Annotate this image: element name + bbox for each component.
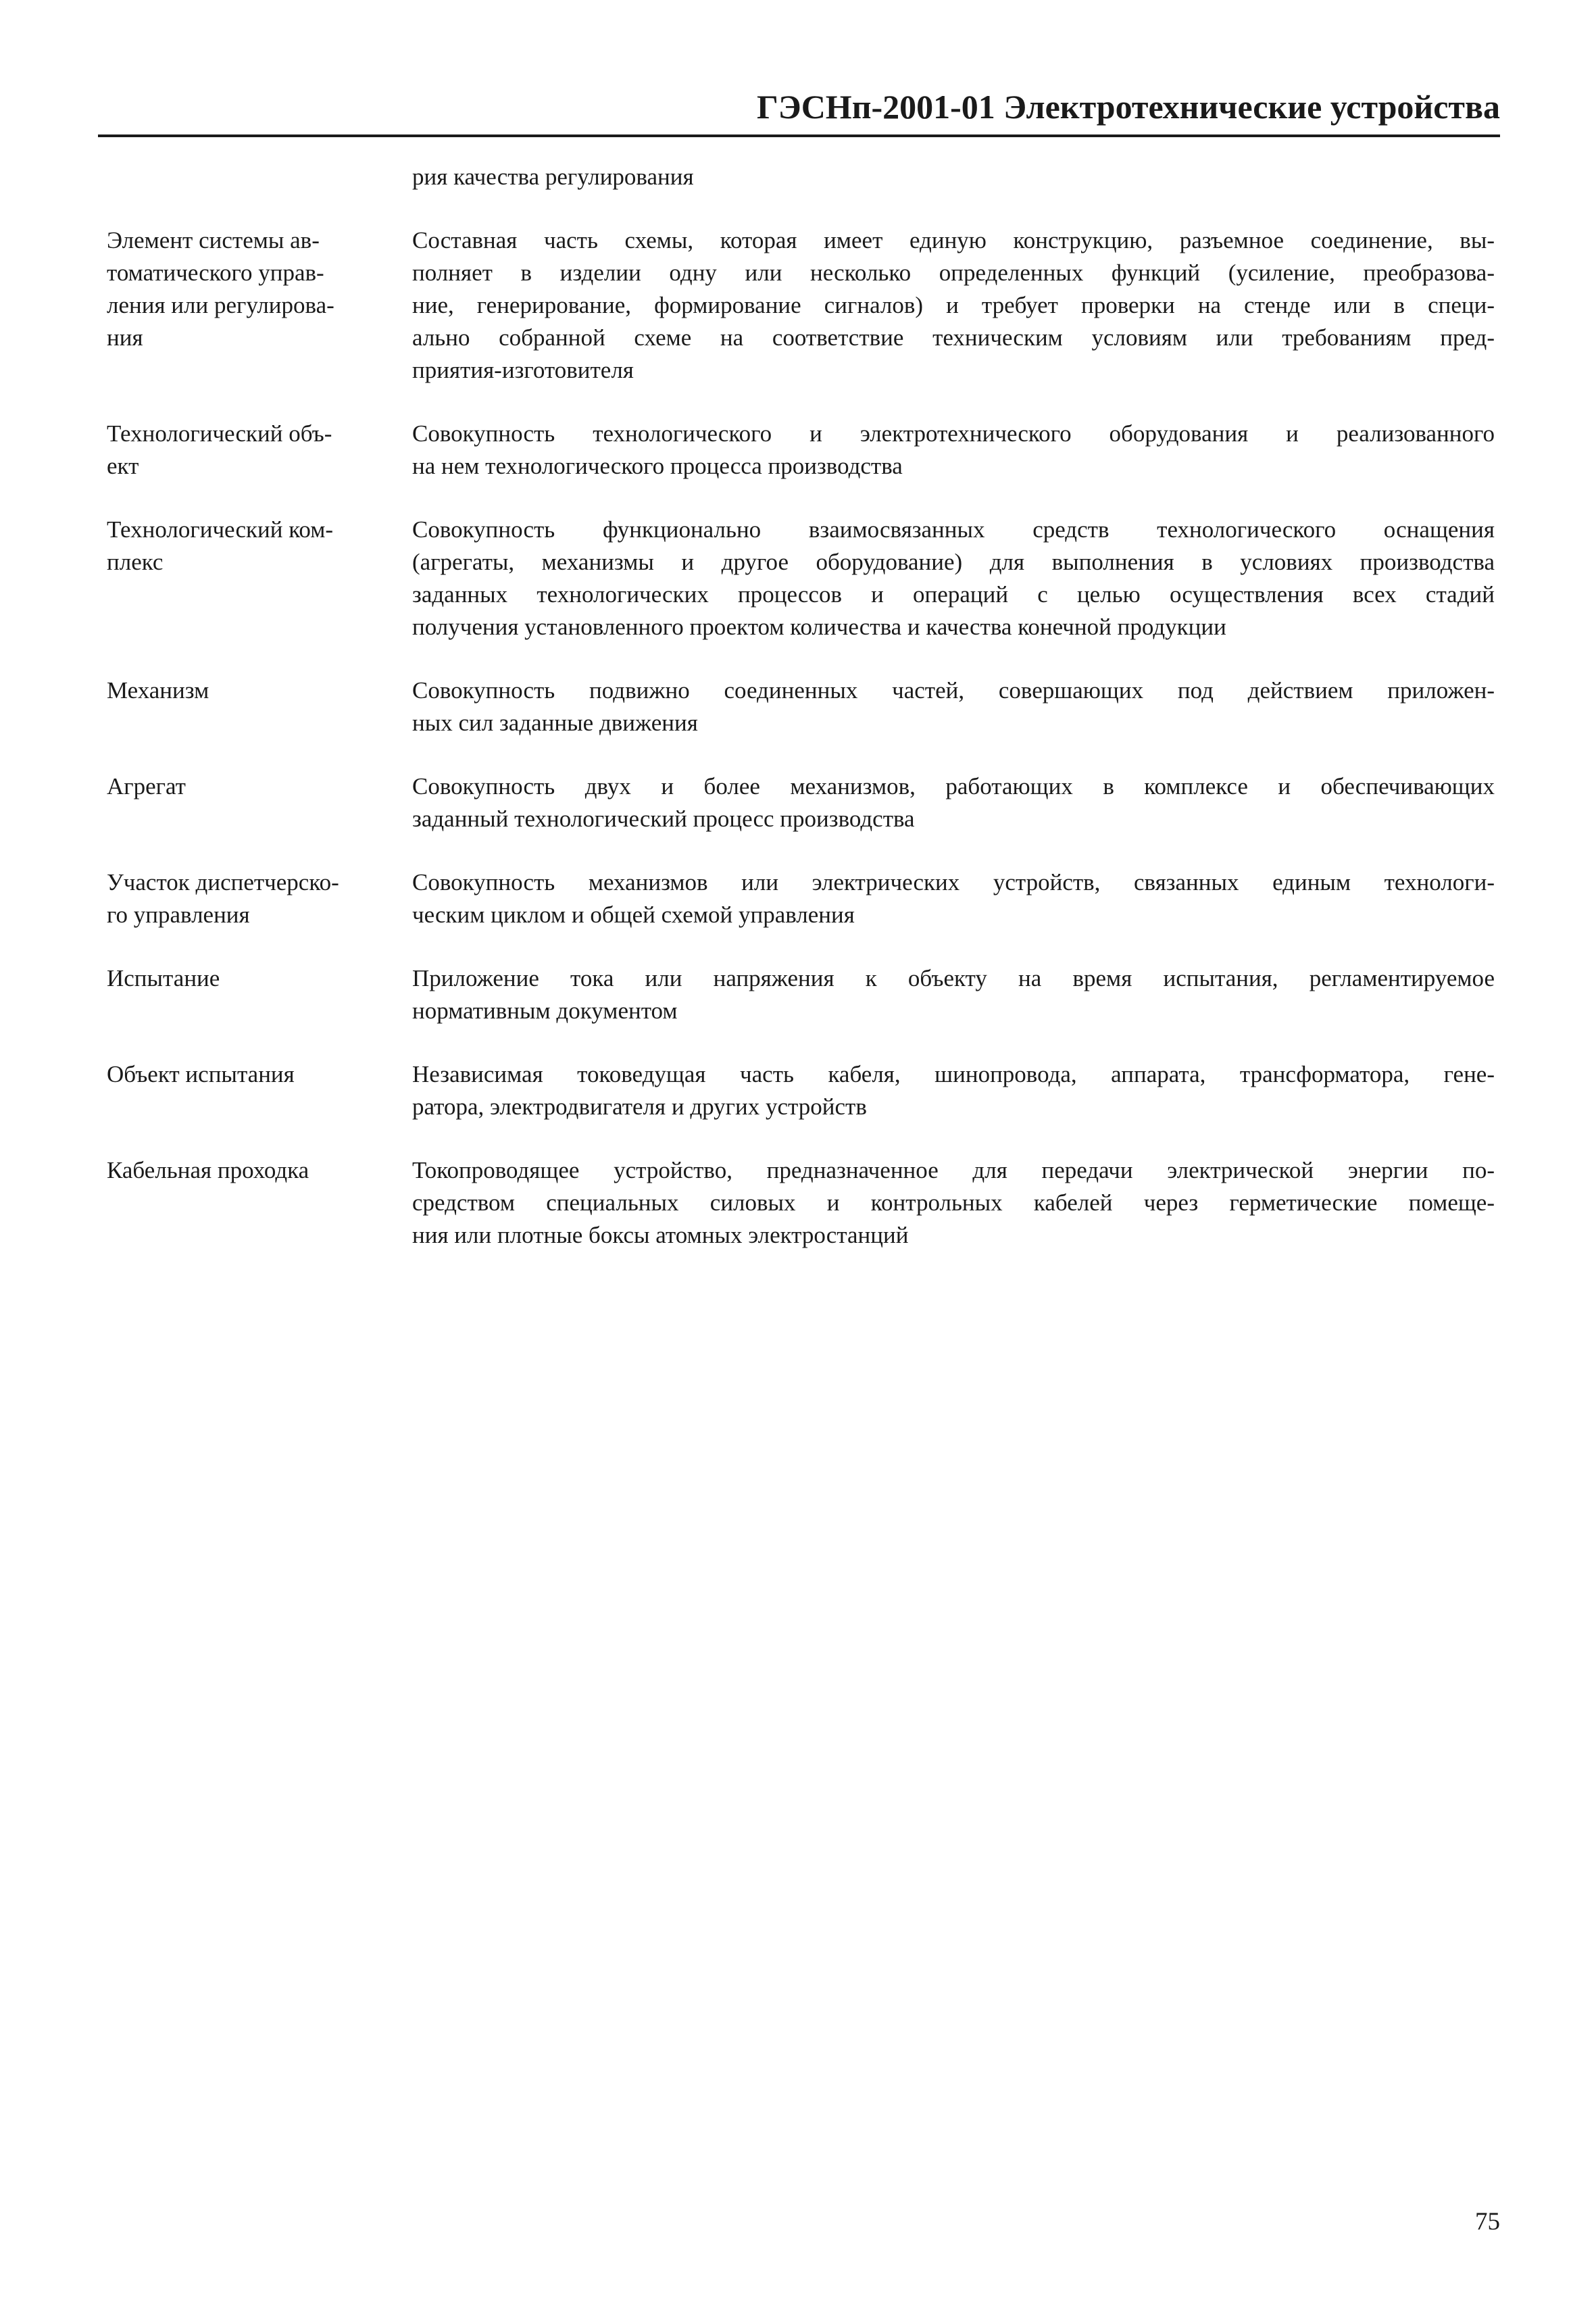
definition-line: ние, генерирование, формирование сигналов) и требует проверки на стенде или в специ- — [412, 292, 1495, 318]
page-header — [98, 80, 1500, 134]
definition-line: ческим циклом и общей схемой управления — [412, 902, 855, 928]
term-name-line: Технологический ком- — [107, 516, 334, 543]
term-name-line: ния — [107, 324, 143, 351]
term-name-line: Технологический объ- — [107, 420, 332, 447]
header-rule — [98, 134, 1500, 137]
terms-list — [107, 161, 1500, 1283]
continuation-entry — [107, 161, 1500, 193]
term-definition — [412, 161, 1495, 193]
term-name-line: ект — [107, 453, 139, 479]
term-name-line: Агрегат — [107, 773, 186, 799]
page-number: 75 — [1475, 2208, 1500, 2236]
term-entry — [107, 1154, 1500, 1252]
definition-line: заданный технологический процесс производства — [412, 806, 915, 832]
term-name — [107, 962, 412, 1027]
term-entry — [107, 418, 1500, 483]
term-definition — [412, 866, 1495, 931]
term-entry — [107, 962, 1500, 1027]
term-name — [107, 514, 412, 643]
term-definition — [412, 674, 1495, 739]
term-empty — [107, 161, 412, 193]
definition-line: Токопроводящее устройство, предназначенное для передачи электрической энергии по- — [412, 1157, 1495, 1183]
term-name — [107, 770, 412, 835]
term-entry — [107, 866, 1500, 931]
term-name-line: Кабельная проходка — [107, 1157, 309, 1183]
definition-line: Совокупность двух и более механизмов, работающих в комплексе и обеспечивающих — [412, 773, 1495, 799]
definition-line: Совокупность механизмов или электрических устройств, связанных единым технологи- — [412, 869, 1495, 895]
term-entry — [107, 674, 1500, 739]
term-definition — [412, 418, 1495, 483]
term-name-line: Элемент системы ав- — [107, 227, 320, 253]
term-name-line: Участок диспетчерско- — [107, 869, 339, 895]
term-definition — [412, 962, 1495, 1027]
term-name — [107, 418, 412, 483]
term-name — [107, 1154, 412, 1252]
definition-line: рия качества регулирования — [412, 164, 694, 190]
definition-line: Составная часть схемы, которая имеет единую конструкцию, разъемное соединение, вы- — [412, 227, 1495, 253]
term-definition — [412, 514, 1495, 643]
definition-line: Независимая токоведущая часть кабеля, шинопровода, аппарата, трансформатора, гене- — [412, 1061, 1495, 1087]
definition-line: на нем технологического процесса производства — [412, 453, 903, 479]
definition-line: средством специальных силовых и контрольных кабелей через герметические помеще- — [412, 1189, 1495, 1216]
term-definition — [412, 1154, 1495, 1252]
term-name — [107, 224, 412, 387]
definition-line: ально собранной схеме на соответствие техническим условиям или требованиям пред- — [412, 324, 1495, 351]
term-name — [107, 1058, 412, 1123]
definition-line: Приложение тока или напряжения к объекту на время испытания, регламентируемое — [412, 965, 1495, 991]
term-name-line: ления или регулирова- — [107, 292, 334, 318]
term-name-line: Механизм — [107, 677, 209, 704]
definition-line: Совокупность подвижно соединенных частей, совершающих под действием приложен- — [412, 677, 1495, 704]
term-name-line: Объект испытания — [107, 1061, 295, 1087]
term-name-line: Испытание — [107, 965, 220, 991]
term-entry — [107, 514, 1500, 643]
definition-line: заданных технологических процессов и операций с целью осуществления всех стадий — [412, 581, 1495, 608]
term-definition — [412, 770, 1495, 835]
term-name-line: плекс — [107, 549, 164, 575]
document-title: ГЭСНп-2001-01 Электротехнические устройства — [756, 88, 1500, 126]
definition-line: Совокупность технологического и электротехнического оборудования и реализованного — [412, 420, 1495, 447]
definition-line: ния или плотные боксы атомных электростанций — [412, 1222, 909, 1248]
term-entry — [107, 770, 1500, 835]
term-definition — [412, 224, 1495, 387]
definition-line: Совокупность функционально взаимосвязанных средств технологического оснащения — [412, 516, 1495, 543]
term-name — [107, 674, 412, 739]
term-name — [107, 866, 412, 931]
term-name-line: го управления — [107, 902, 250, 928]
term-entry — [107, 1058, 1500, 1123]
term-entry — [107, 224, 1500, 387]
definition-line: приятия-изготовителя — [412, 357, 634, 383]
definition-line: ных сил заданные движения — [412, 710, 698, 736]
term-name-line: томатического управ- — [107, 260, 324, 286]
definition-line: получения установленного проектом количества и качества конечной продукции — [412, 614, 1226, 640]
term-definition — [412, 1058, 1495, 1123]
definition-line: (агрегаты, механизмы и другое оборудование) для выполнения в условиях производства — [412, 549, 1495, 575]
definition-line: нормативным документом — [412, 998, 678, 1024]
definition-line: ратора, электродвигателя и других устройств — [412, 1093, 867, 1120]
definition-line: полняет в изделии одну или несколько определенных функций (усиление, преобразова- — [412, 260, 1495, 286]
